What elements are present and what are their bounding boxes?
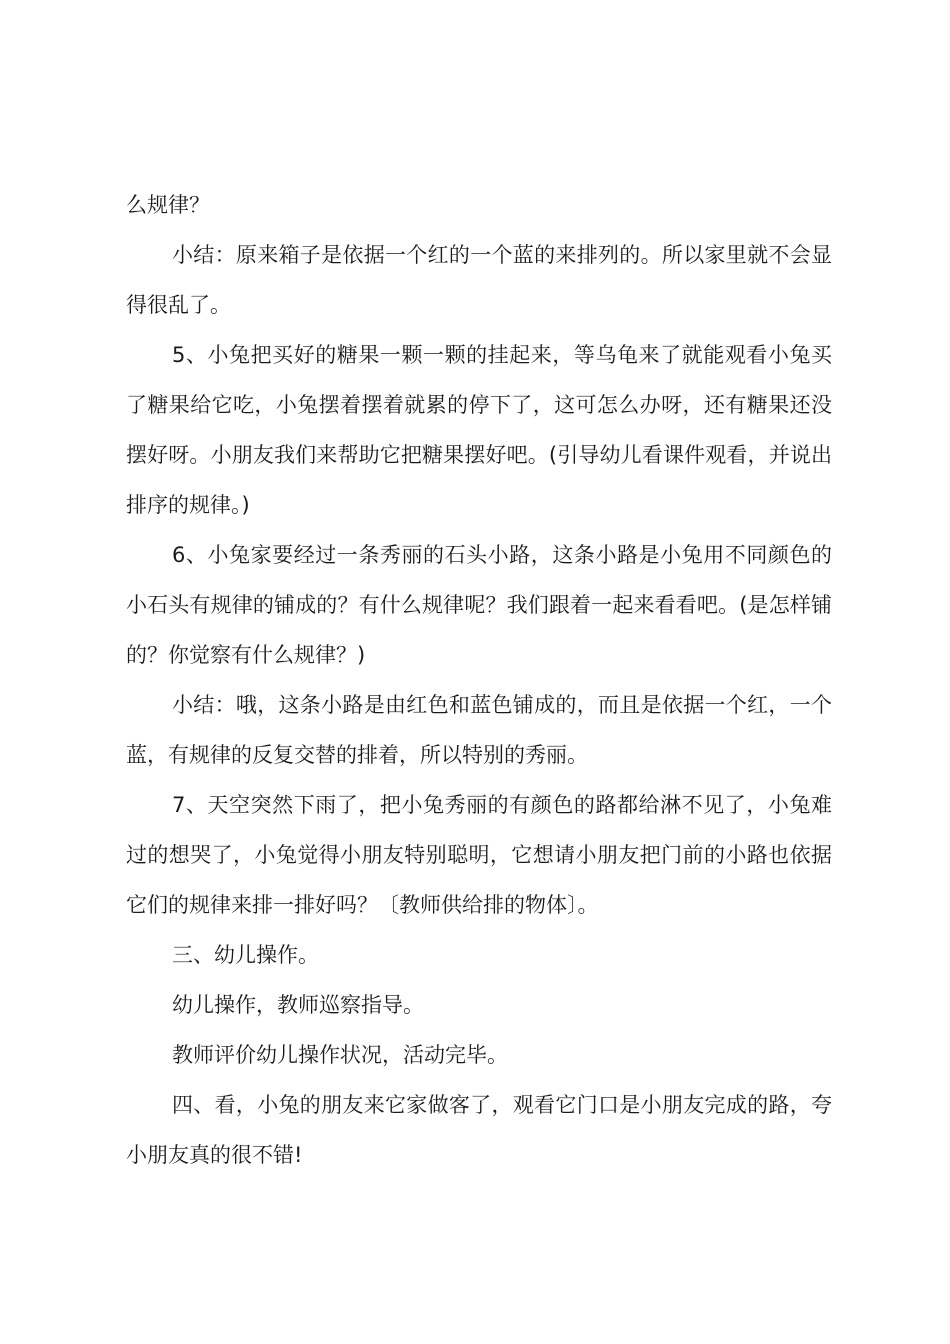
paragraph-step-6: 6、小兔家要经过一条秀丽的石头小路，这条小路是小兔用不同颜色的小石头有规律的铺成的？有什么规律呢？我们跟着一起来看看吧。(是怎样铺的？你觉察有什么规律？) <box>126 543 832 667</box>
paragraph-operation: 幼儿操作，教师巡察指导。 <box>172 993 424 1017</box>
document-body <box>126 180 832 1180</box>
paragraph-summary-boxes: 小结：原来箱子是依据一个红的一个蓝的来排列的。所以家里就不会显得很乱了。 <box>126 243 832 317</box>
paragraph-summary-path: 小结：哦，这条小路是由红色和蓝色铺成的，而且是依据一个红，一个蓝，有规律的反复交替的排着，所以特别的秀丽。 <box>126 693 832 767</box>
paragraph-continuation: 么规律？ <box>126 193 210 217</box>
paragraph-step-5: 5、小兔把买好的糖果一颗一颗的挂起来，等乌龟来了就能观看小兔买了糖果给它吃，小兔摆着摆着就累的停下了，这可怎么办呀，还有糖果还没摆好呀。小朋友我们来帮助它把糖果摆好吧。(引导幼儿看课件观看，并说出排序的规律。) <box>126 343 832 517</box>
paragraph-step-7: 7、天空突然下雨了，把小兔秀丽的有颜色的路都给淋不见了，小兔难过的想哭了，小兔觉得小朋友特别聪明，它想请小朋友把门前的小路也依据它们的规律来排一排好吗？〔教师供给排的物体〕。 <box>126 793 832 917</box>
paragraph-evaluation: 教师评价幼儿操作状况，活动完毕。 <box>172 1043 508 1067</box>
section-heading-3: 三、幼儿操作。 <box>172 943 319 967</box>
section-heading-4: 四、看，小兔的朋友来它家做客了，观看它门口是小朋友完成的路，夸小朋友真的很不错! <box>126 1093 832 1167</box>
